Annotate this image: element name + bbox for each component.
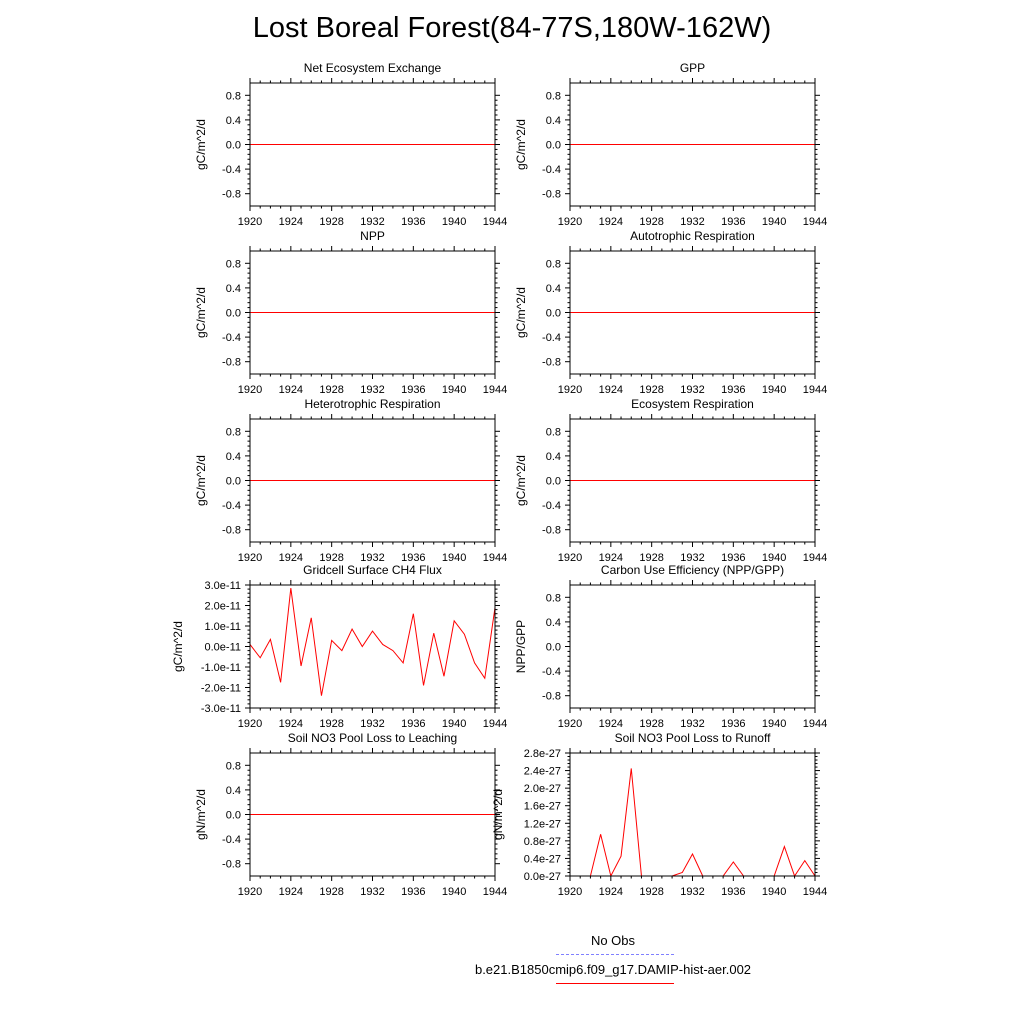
x-tick-label: 1944	[802, 718, 828, 730]
y-tick-label: 0.8	[545, 592, 561, 605]
x-tick-label: 1920	[557, 552, 583, 564]
y-tick-label: 0.4	[225, 282, 241, 295]
y-tick-label: -0.4	[542, 332, 561, 345]
y-tick-label: -0.8	[222, 188, 241, 201]
chart-title: Soil NO3 Pool Loss to Leaching	[287, 731, 458, 745]
chart-title: Heterotrophic Respiration	[304, 397, 441, 411]
y-axis-label: gN/m^2/d	[194, 789, 208, 840]
x-tick-label: 1920	[237, 384, 263, 396]
x-tick-label: 1932	[680, 216, 705, 228]
y-tick-label: -0.4	[222, 164, 241, 177]
y-tick-label: 1.0e-11	[204, 621, 241, 633]
chart-panel-8	[514, 563, 827, 730]
y-tick-label: -0.4	[222, 834, 241, 847]
chart-panel-10	[491, 731, 827, 898]
x-tick-label: 1928	[639, 216, 664, 228]
chart-title: GPP	[679, 61, 706, 75]
y-axis-label: gC/m^2/d	[514, 287, 528, 338]
y-tick-label: 0.8	[225, 426, 241, 439]
x-tick-label: 1924	[278, 886, 304, 898]
x-tick-label: 1936	[721, 216, 746, 228]
y-tick-label: -1.0e-11	[200, 662, 241, 674]
y-tick-label: 0.0	[225, 809, 241, 822]
legend-model-line	[556, 983, 674, 984]
page-title: Lost Boreal Forest(84-77S,180W-162W)	[252, 12, 772, 44]
y-tick-label: -0.4	[542, 500, 561, 513]
chart-title: Soil NO3 Pool Loss to Runoff	[614, 731, 771, 745]
legend-obs-line	[556, 954, 674, 955]
x-tick-label: 1920	[557, 216, 583, 228]
x-tick-label: 1944	[482, 552, 508, 564]
y-tick-label: 0.4	[545, 616, 561, 629]
y-tick-label: 0.0	[225, 307, 241, 320]
x-tick-label: 1920	[237, 216, 263, 228]
x-tick-label: 1932	[360, 886, 385, 898]
y-tick-label: 0.8	[545, 426, 561, 439]
chart-panel-1	[194, 61, 507, 228]
x-tick-label: 1924	[278, 552, 304, 564]
x-tick-label: 1940	[761, 552, 787, 564]
x-tick-label: 1928	[319, 718, 344, 730]
y-tick-label: 0.0	[545, 641, 561, 654]
plot-frame	[570, 585, 815, 708]
y-tick-label: 0.0	[545, 307, 561, 320]
x-tick-label: 1944	[482, 216, 508, 228]
x-tick-label: 1920	[557, 886, 583, 898]
x-tick-label: 1928	[319, 384, 344, 396]
y-tick-label: -0.8	[542, 524, 561, 537]
x-tick-label: 1932	[360, 718, 385, 730]
x-tick-label: 1940	[761, 718, 787, 730]
x-tick-label: 1944	[482, 886, 508, 898]
x-tick-label: 1928	[319, 552, 344, 564]
y-tick-label: 0.8	[225, 258, 241, 271]
y-tick-label: -0.8	[542, 690, 561, 703]
y-tick-label: 0.0	[225, 475, 241, 488]
y-tick-label: -0.8	[222, 858, 241, 871]
x-tick-label: 1928	[639, 718, 664, 730]
chart-panel-9	[194, 731, 507, 898]
x-tick-label: 1928	[639, 552, 664, 564]
y-tick-label: 0.4	[545, 114, 561, 127]
x-tick-label: 1932	[360, 216, 385, 228]
chart-title: NPP	[360, 229, 385, 243]
chart-panel-5	[194, 397, 507, 564]
y-tick-label: 0.8	[545, 90, 561, 103]
y-tick-label: 0.8	[225, 760, 241, 773]
x-tick-label: 1936	[401, 718, 426, 730]
y-tick-label: -0.8	[222, 524, 241, 537]
x-tick-label: 1920	[237, 552, 263, 564]
y-tick-label: 2.0e-11	[204, 600, 241, 613]
y-tick-label: -0.8	[542, 188, 561, 201]
y-tick-label: -0.4	[222, 332, 241, 345]
y-tick-label: 2.8e-27	[523, 748, 561, 760]
y-tick-label: 0.0e-27	[523, 871, 561, 883]
x-tick-label: 1936	[721, 384, 746, 396]
x-tick-label: 1932	[680, 552, 705, 564]
x-tick-label: 1940	[441, 718, 467, 730]
y-tick-label: 3.0e-11	[204, 580, 241, 592]
chart-panel-2	[514, 61, 827, 228]
y-tick-label: 0.4e-27	[523, 853, 561, 866]
x-tick-label: 1924	[278, 216, 304, 228]
y-tick-label: 0.0	[545, 475, 561, 488]
x-tick-label: 1924	[598, 552, 624, 564]
series-line-7-1	[250, 588, 495, 696]
y-tick-label: 0.4	[225, 450, 241, 463]
y-axis-label: gC/m^2/d	[194, 455, 208, 506]
y-tick-label: 2.4e-27	[523, 765, 561, 778]
x-tick-label: 1932	[360, 384, 385, 396]
x-tick-label: 1944	[802, 384, 828, 396]
x-tick-label: 1940	[441, 384, 467, 396]
x-tick-label: 1936	[721, 886, 746, 898]
x-tick-label: 1940	[441, 886, 467, 898]
y-tick-label: 0.4	[225, 114, 241, 127]
x-tick-label: 1928	[639, 384, 664, 396]
x-tick-label: 1928	[319, 886, 344, 898]
x-tick-label: 1924	[598, 718, 624, 730]
y-tick-label: -0.4	[542, 666, 561, 679]
x-tick-label: 1924	[278, 718, 304, 730]
x-tick-label: 1920	[557, 384, 583, 396]
y-tick-label: -0.4	[222, 500, 241, 513]
chart-title: Net Ecosystem Exchange	[303, 61, 442, 75]
y-axis-label: gC/m^2/d	[171, 621, 185, 672]
y-tick-label: 2.0e-27	[523, 783, 561, 796]
x-tick-label: 1944	[802, 552, 828, 564]
chart-panel-6	[514, 397, 827, 564]
x-tick-label: 1920	[237, 886, 263, 898]
chart-title: Autotrophic Respiration	[630, 229, 755, 243]
x-tick-label: 1924	[598, 384, 624, 396]
x-tick-label: 1920	[237, 718, 263, 730]
y-axis-label: NPP/GPP	[514, 619, 528, 674]
x-tick-label: 1936	[721, 718, 746, 730]
x-tick-label: 1944	[802, 216, 828, 228]
x-tick-label: 1940	[441, 552, 467, 564]
y-tick-label: -3.0e-11	[200, 703, 241, 715]
x-tick-label: 1932	[360, 552, 385, 564]
y-tick-label: -0.8	[542, 356, 561, 369]
y-tick-label: 0.8	[225, 90, 241, 103]
y-tick-label: 0.0	[545, 139, 561, 152]
y-tick-label: 0.8	[545, 258, 561, 271]
legend-model-label: b.e21.B1850cmip6.f09_g17.DAMIP-hist-aer.002	[474, 962, 752, 977]
legend-obs-label: No Obs	[590, 933, 636, 948]
y-tick-label: 0.8e-27	[523, 835, 561, 848]
y-tick-label: 1.2e-27	[523, 818, 561, 831]
y-tick-label: 0.4	[545, 450, 561, 463]
x-tick-label: 1936	[401, 216, 426, 228]
x-tick-label: 1932	[680, 384, 705, 396]
x-tick-label: 1924	[598, 216, 624, 228]
y-axis-label: gN/m^2/d	[491, 789, 505, 840]
x-tick-label: 1944	[482, 718, 508, 730]
x-tick-label: 1932	[680, 886, 705, 898]
x-tick-label: 1940	[761, 216, 787, 228]
x-tick-label: 1936	[401, 384, 426, 396]
x-tick-label: 1932	[680, 718, 705, 730]
x-tick-label: 1936	[721, 552, 746, 564]
x-tick-label: 1924	[278, 384, 304, 396]
chart-panel-3	[194, 229, 507, 396]
x-tick-label: 1940	[761, 384, 787, 396]
y-axis-label: gC/m^2/d	[194, 287, 208, 338]
y-axis-label: gC/m^2/d	[514, 455, 528, 506]
x-tick-label: 1940	[441, 216, 467, 228]
y-axis-label: gC/m^2/d	[514, 119, 528, 170]
x-tick-label: 1940	[761, 886, 787, 898]
y-axis-label: gC/m^2/d	[194, 119, 208, 170]
y-tick-label: -0.4	[542, 164, 561, 177]
x-tick-label: 1928	[319, 216, 344, 228]
x-tick-label: 1928	[639, 886, 664, 898]
series-line-10-1	[570, 768, 815, 876]
y-tick-label: -2.0e-11	[200, 682, 241, 695]
x-tick-label: 1944	[482, 384, 508, 396]
chart-panel-4	[514, 229, 827, 396]
y-tick-label: -0.8	[222, 356, 241, 369]
plot-frame	[250, 585, 495, 708]
chart-title: Carbon Use Efficiency (NPP/GPP)	[600, 563, 785, 577]
x-tick-label: 1920	[557, 718, 583, 730]
y-tick-label: 0.0	[225, 139, 241, 152]
x-tick-label: 1924	[598, 886, 624, 898]
y-tick-label: 0.4	[225, 784, 241, 797]
y-tick-label: 1.6e-27	[523, 800, 561, 813]
y-tick-label: 0.4	[545, 282, 561, 295]
chart-title: Ecosystem Respiration	[631, 397, 754, 411]
x-tick-label: 1936	[401, 552, 426, 564]
x-tick-label: 1944	[802, 886, 828, 898]
x-tick-label: 1936	[401, 886, 426, 898]
chart-panel-7	[171, 563, 507, 730]
y-tick-label: 0.0e-11	[204, 641, 241, 654]
chart-title: Gridcell Surface CH4 Flux	[303, 563, 442, 577]
